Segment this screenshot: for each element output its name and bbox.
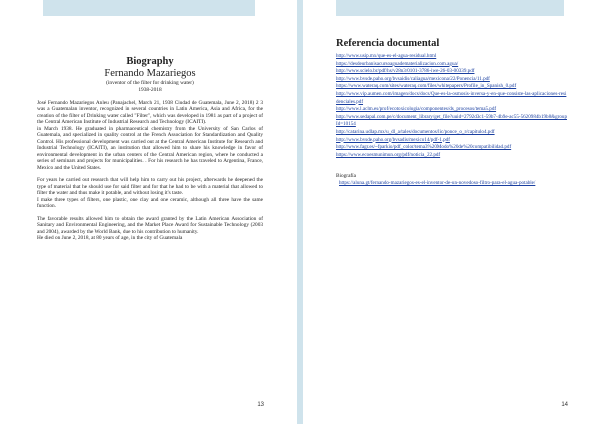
reference-link[interactable]: http://www.vip.aumen.com/imagen/docs/docs/Que-es-la-osmosis-inversa-y-en-que-consiste-las-aplicaciones-residenciales.pdf — [336, 90, 567, 105]
reference-link[interactable]: http://www.bvsde.paho.org/bvsadis/mexico14/pdf-1.pdf — [336, 136, 450, 143]
left-page — [0, 0, 297, 424]
page-number: 13 — [257, 402, 264, 408]
reference-link[interactable]: http://www.bvsde.paho.org/bvsaidis/caliagua/mexicona/22/Ponencia/11.pdf — [336, 75, 490, 82]
references-title: Referencia documental — [336, 38, 440, 49]
right-page — [303, 0, 600, 424]
reference-link[interactable]: http://www.scielo.br/pdf/hs/v28n3/0101-3786-iwe-26-03-00339.pdf — [336, 68, 475, 75]
reference-link[interactable]: http://www.usip.mx/que-es-el-agua-residual.html — [336, 53, 437, 59]
page-number: 14 — [561, 402, 568, 408]
bio-paragraph: I make three types of filters, one plastic, one clay and one ceramic, although all three have the same function. — [37, 196, 263, 210]
person-years: 1938-2018 — [138, 86, 162, 93]
reference-link[interactable]: https://desdeurbanisacursoaguadematerializacion.com.agua/ — [336, 60, 459, 67]
references-section — [336, 38, 568, 188]
header-band — [336, 0, 564, 16]
person-subtitle: (inventor of the filter for drinking water) — [106, 80, 194, 86]
bio-paragraph: José Fernando Mazariegos Anleu (Panajachel, March 21, 1938 Ciudad de Guatemala, June 2, 2018) 2 3 was a Guatemalan inventor, recognized in several countries in Latin America, Asia and Africa, for the creation of the filter of Drinking water called "Filter", which was developed in 1981 as part of a project of the Central American Institute of Industrial Research and Technology (ICAITI). — [37, 100, 263, 126]
biography-link[interactable]: https://aluna.gt/fernando-mazariegos-es-el-inventor-de-un-novedoso-filtro-para-el-agua-potable/ — [339, 180, 536, 187]
header-band — [43, 0, 255, 16]
bio-paragraph: in March 1938. He graduated in pharmaceutical chemistry from the University of San Carlos of Guatemala, and specialized in quality control at the French Association for Standardization and Quality Control. His professional development was carried out at the Central American Institute for Research and Industrial Technology (ICAITI), an institution that allowed him to share his knowledge in favor of environmental development in the urban centers of the Central American region, where he conducted a series of seminars and projects for municipalities. . For his research he has traveled to Argentina, France, Mexico and the United States. — [37, 125, 263, 171]
biography-label: Biografía — [336, 173, 357, 180]
reference-link[interactable]: http://www.fagr.es/~fparkio/pdf_color/tema3%20Modo%20de%20compatibilidad.pdf — [336, 144, 512, 151]
bio-paragraph: He died on June 2, 2018, at 80 years of age, in the city of Guatemala — [37, 235, 183, 242]
bio-paragraph: For years he carried out research that will help him to carry out his project, afterwards he deepened the type of material that he should use for said filter and for that he had to be with a material that allowed to filter the water and thus make it potable, and without losing it's taste. — [37, 177, 263, 197]
reference-link[interactable]: http://catarina.udlap.mx/u_dl_a/tales/documentos/lic/ponce_o_r/capitulo4.pdf — [336, 128, 495, 135]
reference-link[interactable]: http://www.sedapal.com.pe/c/document_library/get_file?uuid=2792d3c1-59b7-4b9e-ac55-5620984b19b8&groupId=10154 — [336, 113, 567, 128]
biography-section — [37, 56, 263, 242]
reference-link[interactable]: https://www.wateraq.com/sites/wateraq.com/files/whitepapers/Profile_in_Spanish_0.pdf — [336, 83, 517, 90]
reference-link[interactable]: http://www.l.aclm.es/prof/ecotoxicologia/componentes/ds_procesos/tema5.pdf — [336, 106, 497, 113]
reference-link[interactable]: https://www.ecoesmunimun.org/pdf/noticia_22.pdf — [336, 151, 441, 158]
bio-paragraph: The favorable results allowed him to obtain the award granted by the Latin American Association of Sanitary and Environmental Engineering, and the Market Place Award for Sustainable Technology (2003 and 2004), awarded by the World Bank, due to his contribution to humanity. — [37, 216, 263, 235]
person-name: Fernando Mazariegos — [104, 68, 196, 79]
biography-title: Biography — [126, 56, 174, 67]
